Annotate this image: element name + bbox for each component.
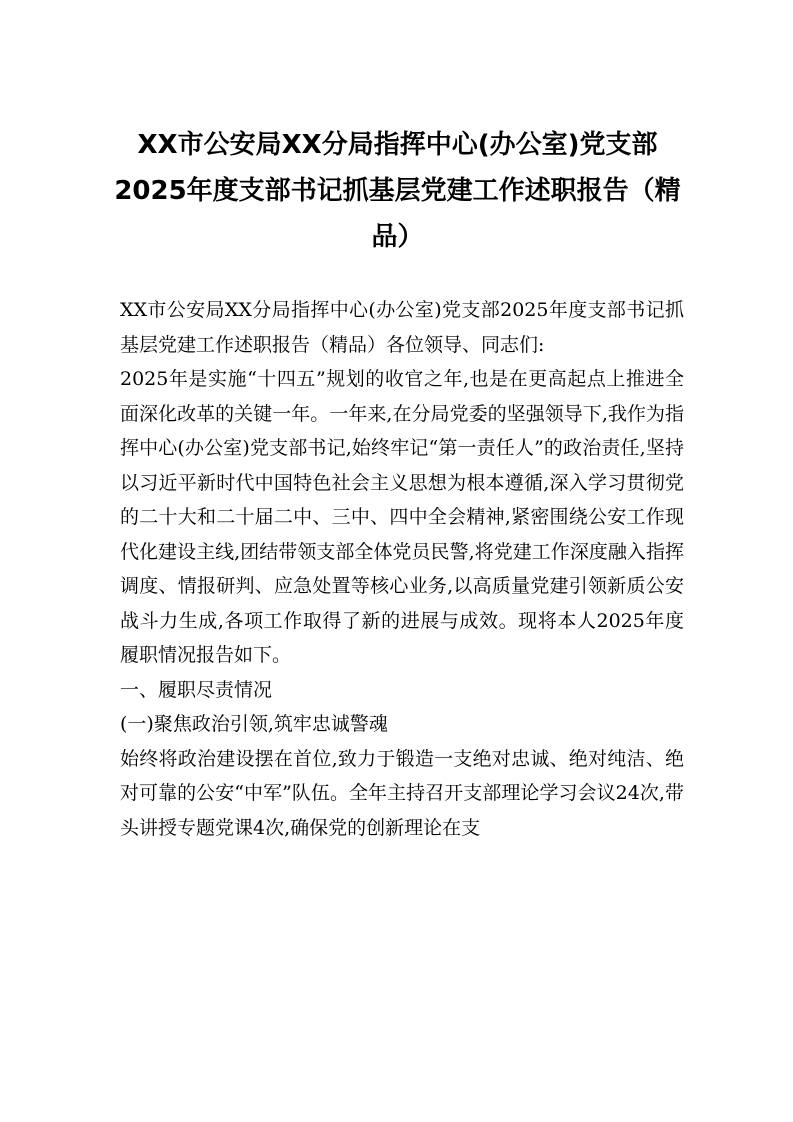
document-title: XX市公安局XX分局指挥中心(办公室)党支部2025年度支部书记抓基层党建工作述职报告（精品） [114, 130, 681, 252]
subsection-heading: (一)聚焦政治引领,筑牢忠诚警魂 [120, 713, 388, 735]
paragraph-political-building: 始终将政治建设摆在首位,致力于锻造一支绝对忠诚、绝对纯洁、绝对可靠的公安“中军”队伍。全年主持召开支部理论学习会议24次,带头讲授专题党课4次,确保党的创新理论在支 [120, 747, 684, 839]
paragraph-intro: XX市公安局XX分局指挥中心(办公室)党支部2025年度支部书记抓基层党建工作述职报告（精品）各位领导、同志们: [120, 299, 684, 356]
paragraph-overview: 2025年是实施“十四五”规划的收官之年,也是在更高起点上推进全面深化改革的关键一年。一年来,在分局党委的坚强领导下,我作为指挥中心(办公室)党支部书记,始终牢记“第一责任人”的政治责任,坚持以习近平新时代中国特色社会主义思想为根本遵循,深入学习贯彻党的二十大和二十届二中、三中、四中全会精神,紧密围绕公安工作现代化建设主线,团结带领支部全体党员民警,将党建工作深度融入指挥调度、情报研判、应急处置等核心业务,以高质量党建引领新质公安战斗力生成,各项工作取得了新的进展与成效。现将本人2025年度履职情况报告如下。 [120, 368, 684, 666]
document-body [120, 293, 684, 845]
section-heading: 一、履职尽责情况 [120, 678, 273, 701]
